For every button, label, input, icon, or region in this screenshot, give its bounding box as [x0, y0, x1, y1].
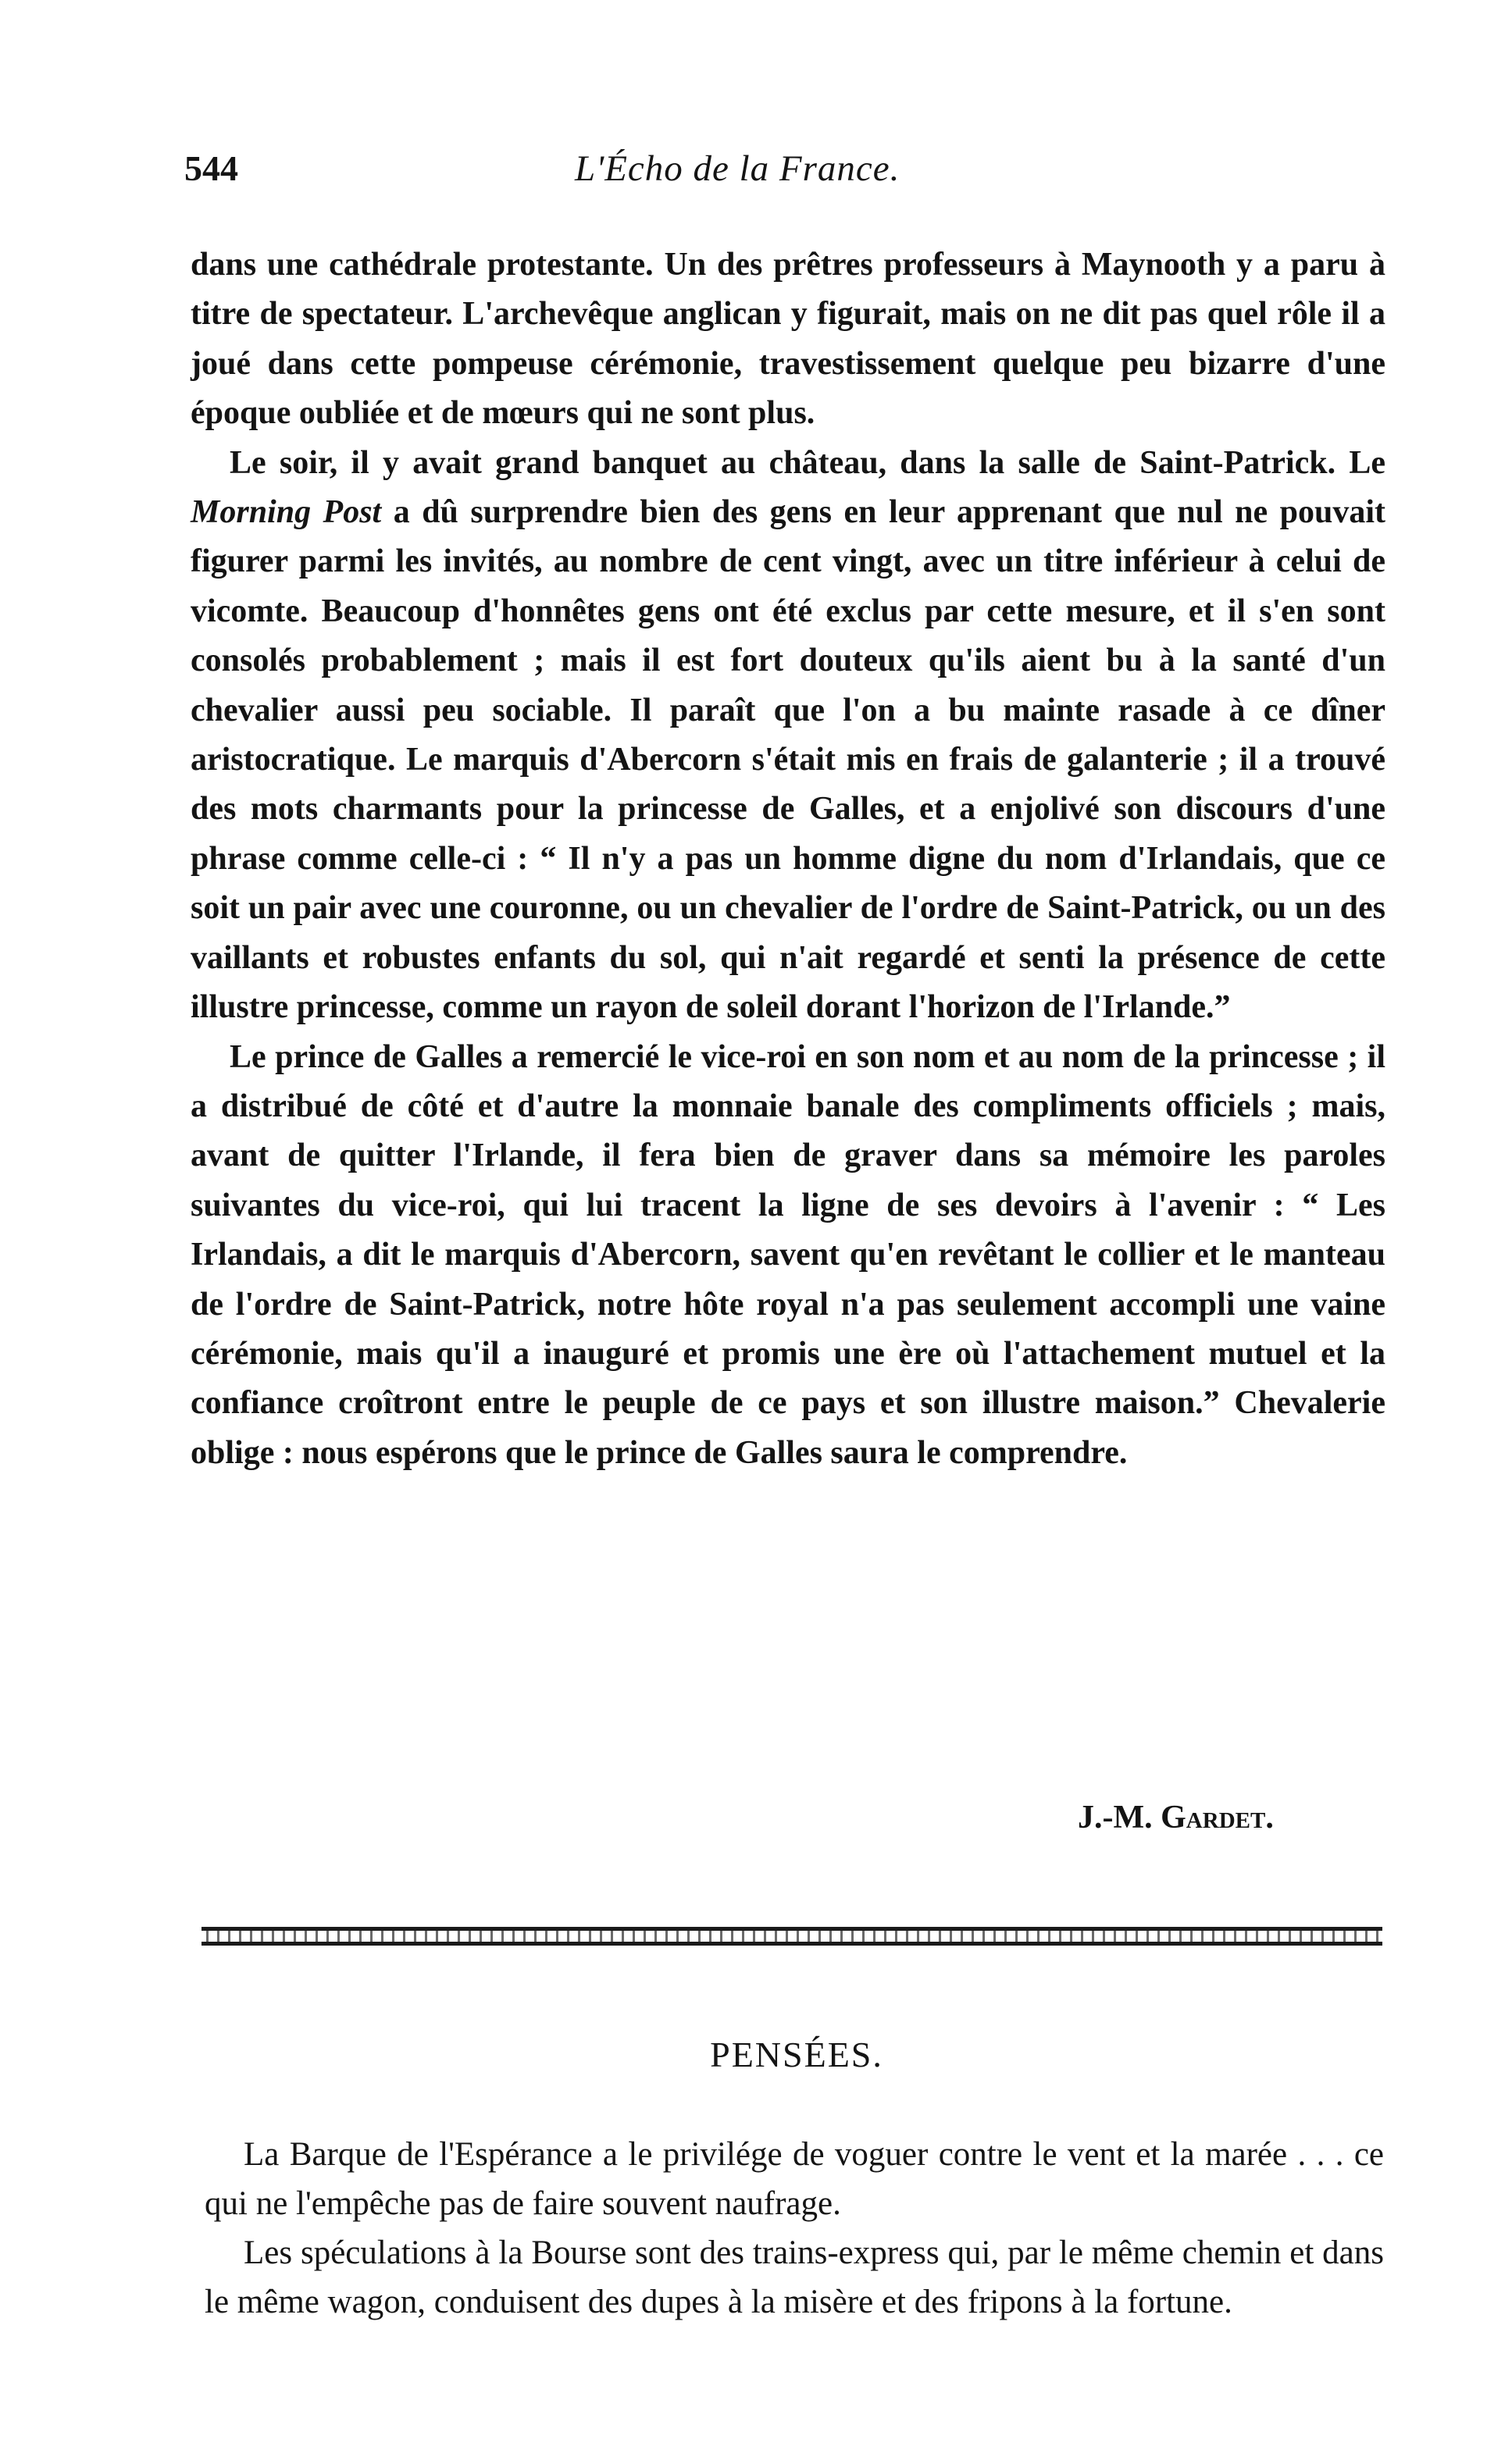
article-paragraph-2	[191, 439, 1385, 1033]
section-title-pensees: PENSÉES.	[710, 2035, 883, 2074]
newspaper-name: Morning Post	[191, 494, 382, 531]
section-divider-rule	[201, 1927, 1382, 1946]
signature-initials: J.-M.	[1078, 1800, 1161, 1836]
paragraph-2-after: a dû surprendre bien des gens en leur apprenant que nul ne pouvait figurer parmi les invités, au nombre de cent vingt, avec un titre inférieur à celui de vicomte. Beaucoup d'honnêtes gens ont été exclus par cette mesure, et il s'en sont consolés probablement ; mais il est fort douteux qu'ils aient bu à la santé d'un chevalier aussi peu sociable. Il paraît que l'on a bu mainte rasade à ce dîner aristocratique. Le marquis d'Abercorn s'était mis en frais de galanterie ; il a trouvé des mots charmants pour la princesse de Galles, et a enjolivé son discours d'une phrase comme celle-ci : “ Il n'y a pas un homme digne du nom d'Irlandais, que ce soit un pair avec une couronne, ou un chevalier de l'ordre de Saint-Patrick, ou un des vaillants et robustes enfants du sol, qui n'ait regardé et senti la présence de cette illustre princesse, comme un rayon de soleil dorant l'horizon de l'Irlande.”	[191, 494, 1386, 1026]
paragraph-2-before: Le soir, il y avait grand banquet au château, dans la salle de Saint-Patrick. Le	[230, 444, 1385, 481]
author-signature	[1078, 1796, 1274, 1839]
signature-name: Gardet.	[1161, 1800, 1274, 1836]
page-number: 544	[184, 148, 238, 188]
journal-title: L'Écho de la France.	[575, 148, 900, 189]
pensee-1: La Barque de l'Espérance a le privilége de voguer contre le vent et la marée . . . ce qui ne l'empêche pas de faire souvent naufrage.	[205, 2136, 1384, 2222]
running-head	[184, 147, 1364, 201]
pensee-2: Les spéculations à la Bourse sont des trains-express qui, par le même chemin et dans le même wagon, conduisent des dupes à la misère et des fripons à la fortune.	[205, 2234, 1384, 2320]
pensees-body	[205, 2130, 1384, 2327]
article-paragraph-1: dans une cathédrale protestante. Un des prêtres professeurs à Maynooth y a paru à titre de spectateur. L'archevêque anglican y figurait, mais on ne dit pas quel rôle il a joué dans cette pompeuse cérémonie, travestissement quelque peu bizarre d'une époque oubliée et de mœurs qui ne sont plus.	[191, 247, 1385, 432]
article-body	[191, 240, 1385, 1478]
article-paragraph-3: Le prince de Galles a remercié le vice-roi en son nom et au nom de la princesse ; il a distribué de côté et d'autre la monnaie banale des compliments officiels ; mais, avant de quitter l'Irlande, il fera bien de graver dans sa mémoire les paroles suivantes du vice-roi, qui lui tracent la ligne de ses devoirs à l'avenir : “ Les Irlandais, a dit le marquis d'Abercorn, savent qu'en revêtant le collier et le manteau de l'ordre de Saint-Patrick, notre hôte royal n'a pas seulement accompli une vaine cérémonie, mais qu'il a inauguré et promis une ère où l'attachement mutuel et la confiance croîtront entre le peuple de ce pays et son illustre maison.” Chevalerie oblige : nous espérons que le prince de Galles saura le comprendre.	[191, 1038, 1385, 1471]
